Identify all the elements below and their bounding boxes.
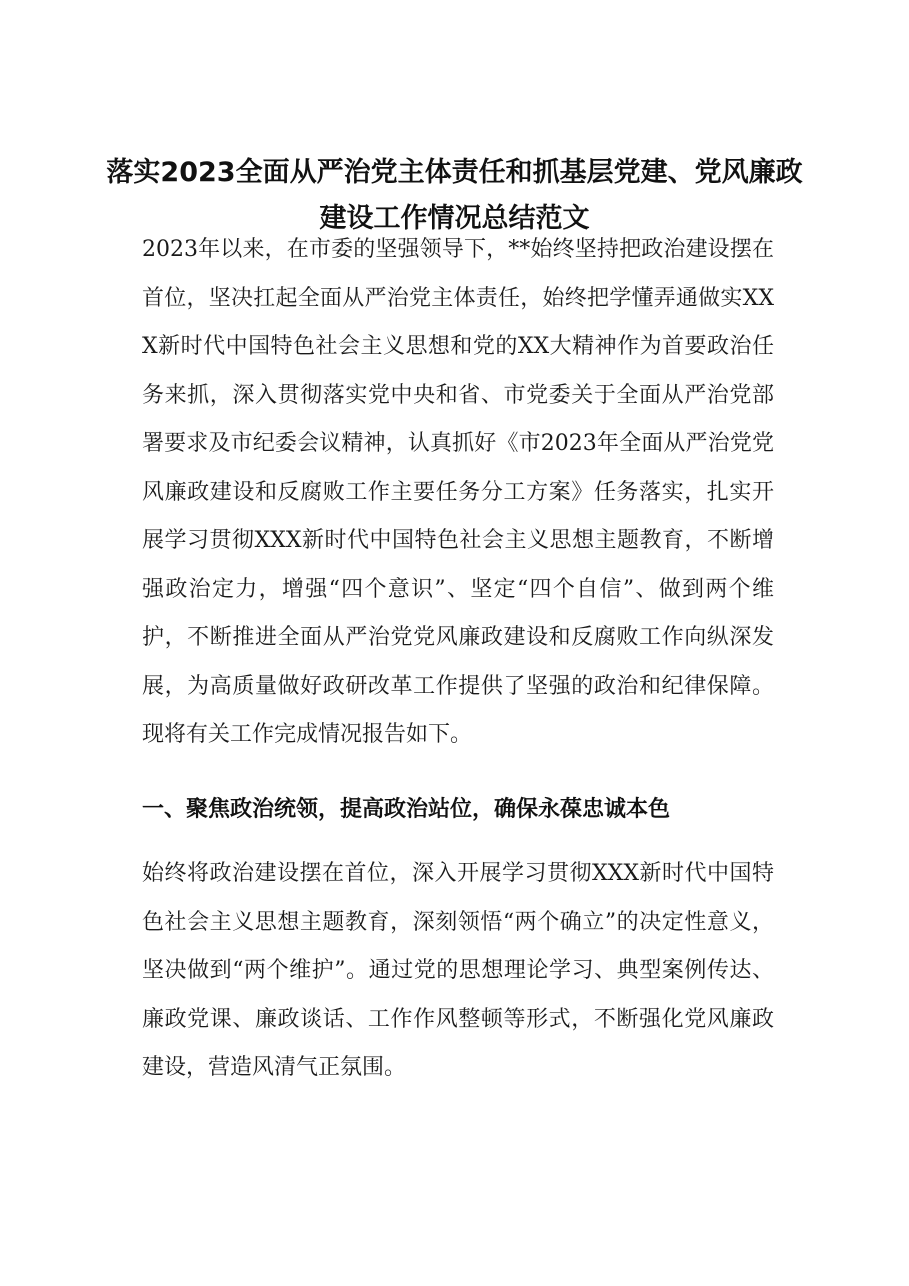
intro-paragraph: 2023年以来，在市委的坚强领导下，**始终坚持把政治建设摆在首位，坚决扛起全面从严治党主体责任，始终把学懂弄通做实XXX新时代中国特色社会主义思想和党的XX大精神作为首要政治任务来抓，深入贯彻落实党中央和省、市党委关于全面从严治党部署要求及市纪委会议精神，认真抓好《市2023年全面从严治党党风廉政建设和反腐败工作主要任务分工方案》任务落实，扎实开展学习贯彻XXX新时代中国特色社会主义思想主题教育，不断增强政治定力，增强“四个意识”、坚定“四个自信”、做到两个维护，不断推进全面从严治党党风廉政建设和反腐败工作向纵深发展，为高质量做好政研改革工作提供了坚强的政治和纪律保障。现将有关工作完成情况报告如下。: [142, 237, 774, 747]
document-title: 落实2023全面从严治党主体责任和抓基层党建、党风廉政建设工作情况总结范文: [106, 157, 803, 234]
section-1-paragraph: 始终将政治建设摆在首位，深入开展学习贯彻XXX新时代中国特色社会主义思想主题教育，深刻领悟“两个确立”的决定性意义，坚决做到“两个维护”。通过党的思想理论学习、典型案例传达、廉政党课、廉政谈话、工作作风整顿等形式，不断强化党风廉政建设，营造风清气正氛围。: [142, 861, 774, 1080]
section-heading-1: 一、聚焦政治统领，提高政治站位，确保永葆忠诚本色: [142, 797, 671, 822]
